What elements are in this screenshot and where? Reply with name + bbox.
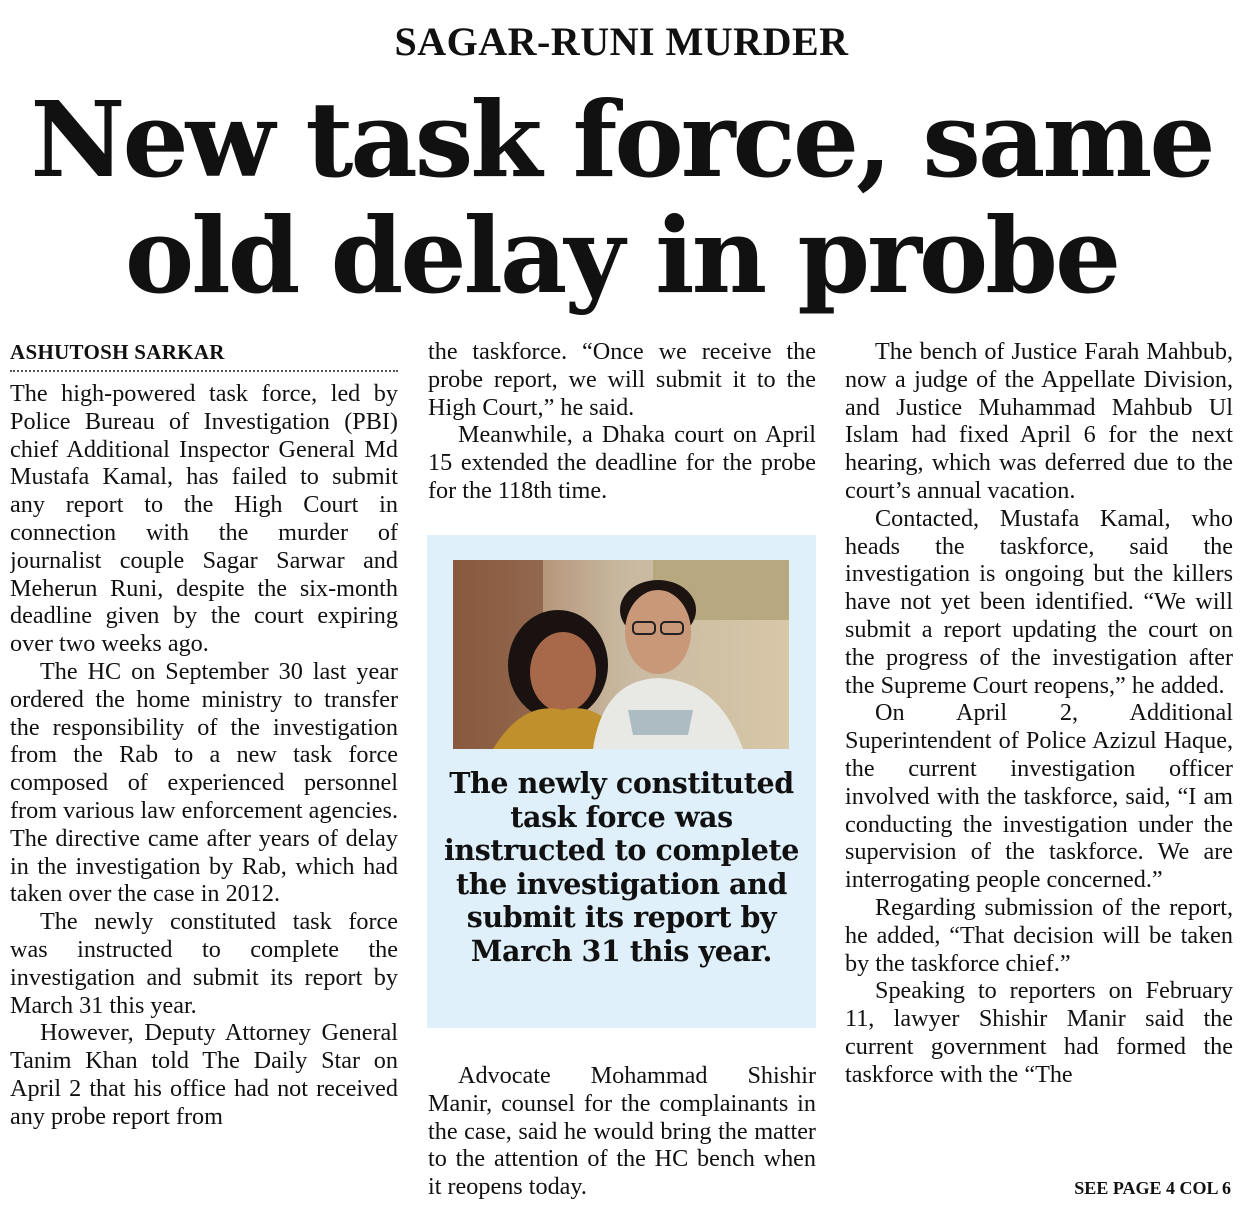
kicker: SAGAR-RUNI MURDER xyxy=(394,19,849,64)
paragraph: Contacted, Mustafa Kamal, who heads the taskforce, said the investigation is ongoing but the killers have not yet been identified. “We will submit a report updating the court on the progress of the investigation after the Supreme Court reopens,” he added. xyxy=(845,504,1233,699)
couple-photo-image xyxy=(453,560,789,749)
paragraph: Advocate Mohammad Shishir Manir, counsel for the complainants in the case, said he would bring the matter to the attention of the HC bench when it reopens today. xyxy=(428,1062,816,1201)
pullquote-box xyxy=(427,535,816,1028)
headline-line-2: old delay in probe xyxy=(124,194,1119,317)
paragraph: Meanwhile, a Dhaka court on April 15 extended the deadline for the probe for the 118th time. xyxy=(428,421,816,504)
paragraph: The bench of Justice Farah Mahbub, now a judge of the Appellate Division, and Justice Muhammad Mahbub Ul Islam had fixed April 6 for the next hearing, which was deferred due to the court’s annual vacation. xyxy=(845,338,1233,504)
paragraph: However, Deputy Attorney General Tanim Khan told The Daily Star on April 2 that his office had not received any probe report from xyxy=(10,1019,398,1130)
paragraph: The newly constituted task force was instructed to complete the investigation and submit its report by March 31 this year. xyxy=(10,908,398,1019)
paragraph: The high-powered task force, led by Police Bureau of Investigation (PBI) chief Additional Inspector General Md Mustafa Kamal, has failed to submit any report to the High Court in connection with the murder of journalist couple Sagar Sarwar and Meherun Runi, despite the six-month deadline given by the court expiring over two weeks ago. xyxy=(10,380,398,658)
column-3 xyxy=(845,338,1233,1208)
couple-photo xyxy=(453,560,789,749)
paragraph: On April 2, Additional Superintendent of Police Azizul Haque, the current investigation officer involved with the taskforce, said, “I am conducting the investigation under the supervision of the taskforce. We are interrogating people concerned.” xyxy=(845,699,1233,894)
byline-divider xyxy=(10,370,398,372)
paragraph: Regarding submission of the report, he added, “That decision will be taken by the taskforce chief.” xyxy=(845,893,1233,977)
column-2-bottom xyxy=(428,1062,816,1201)
pullquote-text: The newly constituted task force was instructed to complete the investigation and submit its report by March 31 this year. xyxy=(444,766,799,968)
headline-line-1: New task force, same xyxy=(30,78,1213,201)
paragraph: Speaking to reporters on February 11, lawyer Shishir Manir said the current government had formed the taskforce with the “The xyxy=(845,977,1233,1088)
byline: ASHUTOSH SARKAR xyxy=(10,340,225,364)
paragraph: the taskforce. “Once we receive the probe report, we will submit it to the High Court,” he said. xyxy=(428,338,816,421)
column-2-top xyxy=(428,338,816,508)
paragraph: The HC on September 30 last year ordered the home ministry to transfer the responsibility of the investigation from the Rab to a new task force composed of experienced personnel from various law enforcement agencies. The directive came after years of delay in the investigation by Rab, which had taken over the case in 2012. xyxy=(10,657,398,908)
see-page-jump[interactable]: SEE PAGE 4 COL 6 xyxy=(1074,1178,1231,1198)
column-1 xyxy=(10,338,398,1208)
